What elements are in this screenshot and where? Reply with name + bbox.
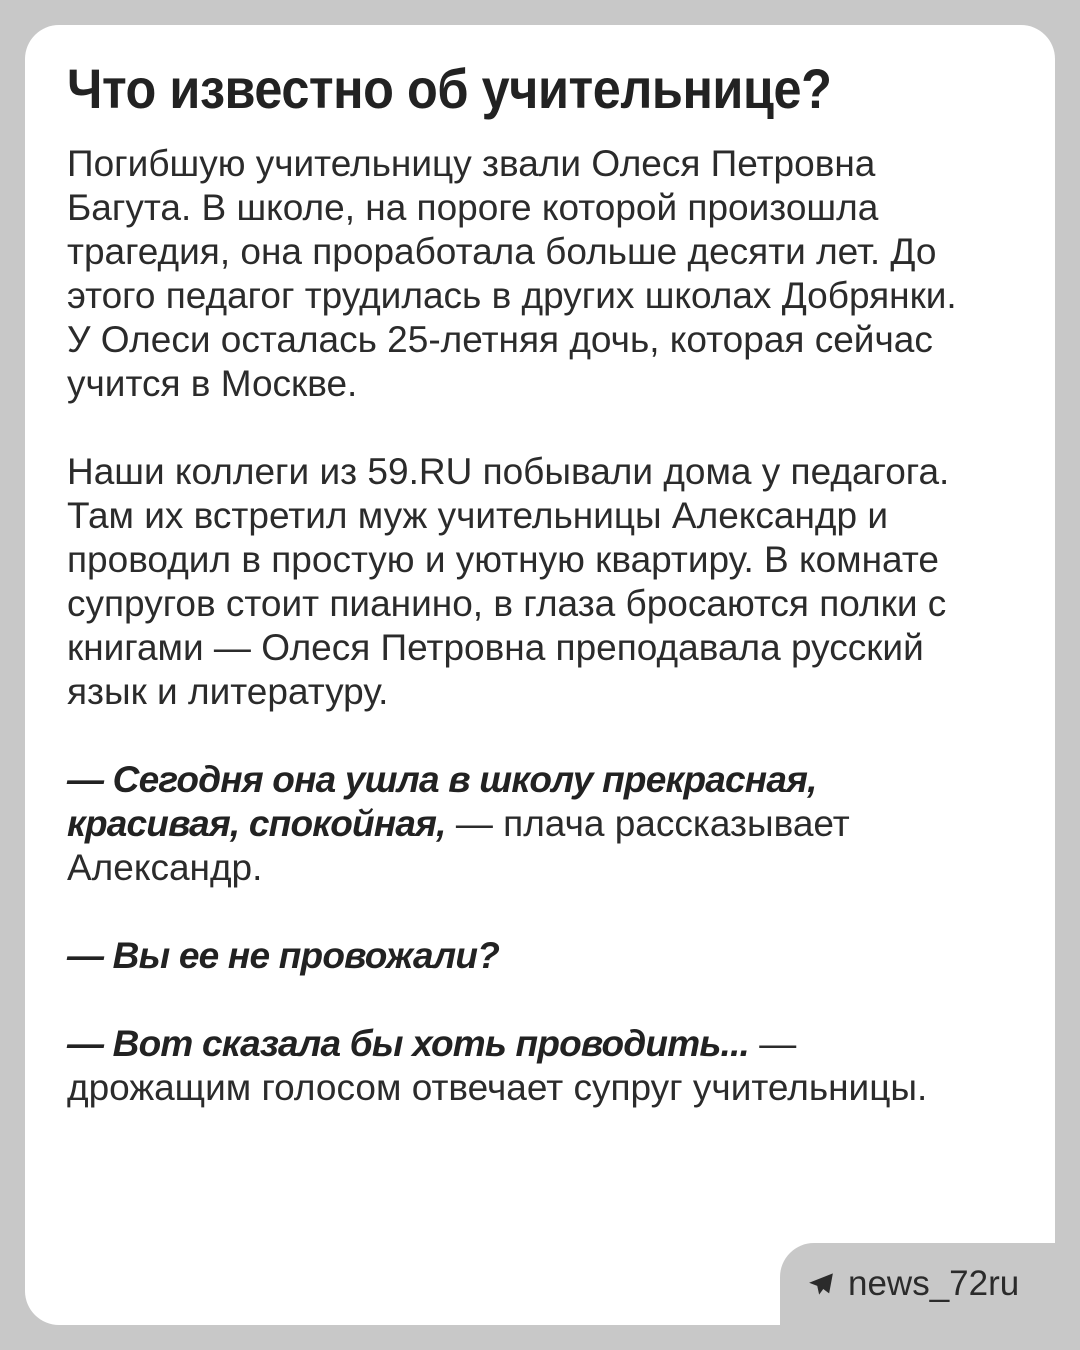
telegram-icon	[806, 1269, 836, 1299]
quote-3	[67, 1022, 987, 1110]
quote-3-italic: — Вот сказала бы хоть проводить...	[67, 1023, 749, 1064]
channel-handle: news_72ru	[848, 1264, 1020, 1303]
quote-1	[67, 758, 987, 890]
article-card	[25, 25, 1055, 1325]
quote-1-italic: — Сегодня она ушла в школу прекрасная, красивая, спокойная,	[67, 759, 817, 844]
article-title: Что известно об учительнице?	[67, 57, 832, 120]
quote-2	[67, 934, 987, 978]
quote-2-italic: — Вы ее не провожали?	[67, 935, 500, 976]
quote-3-plain: — дрожащим голосом отвечает супруг учительницы.	[67, 1023, 928, 1108]
paragraph-1: Погибшую учительницу звали Олеся Петровна Багута. В школе, на пороге которой произошла трагедия, она проработала больше десяти лет. До этого педагог трудилась в других школах Добрянки. У Олеси осталась 25-летняя дочь, которая сейчас учится в Москве.	[67, 143, 957, 404]
article-body	[67, 142, 987, 1154]
paragraph-2: Наши коллеги из 59.RU побывали дома у педагога. Там их встретил муж учительницы Александр и проводил в простую и уютную квартиру. В комнате супругов стоит пианино, в глаза бросаются полки с книгами — Олеся Петровна преподавала русский язык и литературу.	[67, 451, 950, 712]
quote-1-plain: — плача рассказывает Александр.	[67, 803, 850, 888]
channel-link[interactable]	[806, 1262, 1019, 1306]
